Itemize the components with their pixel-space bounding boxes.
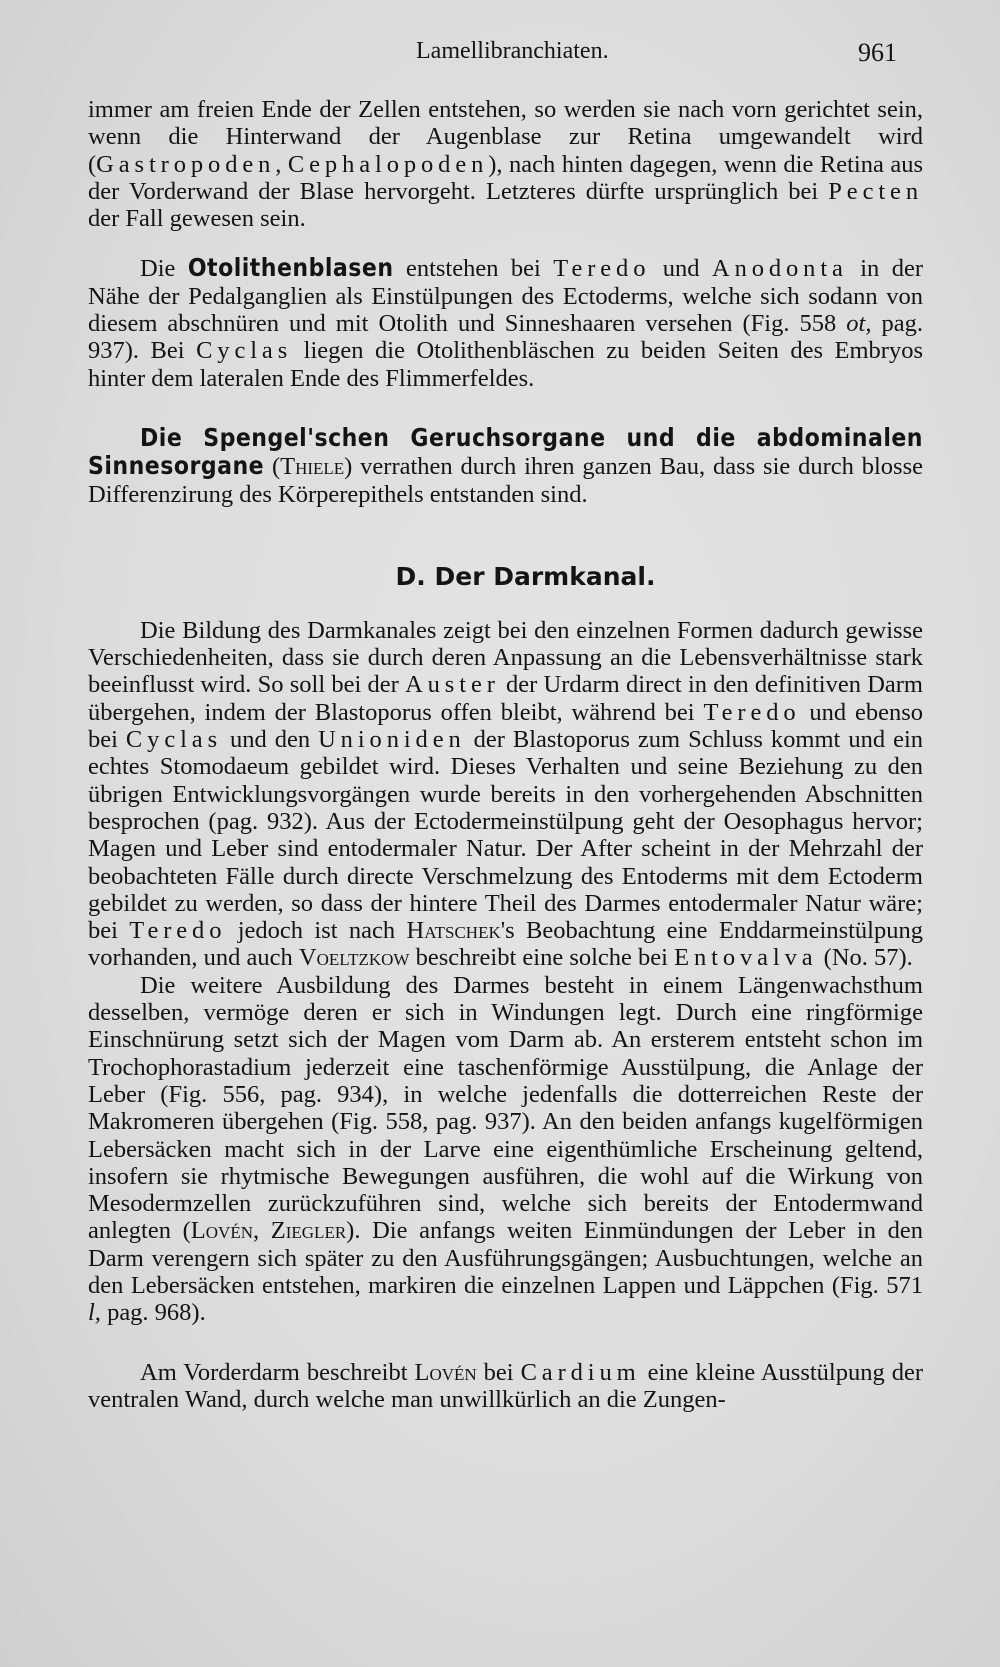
section-heading: D. Der Darmkanal. — [395, 561, 656, 591]
page-number: 961 — [858, 38, 897, 67]
running-title: Lamellibranchiaten. — [416, 38, 609, 64]
paragraph-vorderdarm: Am Vorderdarm beschreibt Lovén bei Cardium eine kleine Ausstülpung der ventralen Wand, durch welche man unwillkürlich an die Zungen- — [88, 1358, 923, 1413]
paragraph-geruchsorgane: Die Spengel'schen Geruchsorgane und die abdominalen Sinnesorgane (Thiele) verrathen durch ihren ganzen Bau, dass sie durch blosse Differenzirung des Körperepithels entstanden sind. — [88, 422, 923, 508]
paragraph-eye-retina: immer am freien Ende der Zellen entstehen, so werden sie nach vorn gerichtet sein, wenn die Hinterwand der Augenblase zur Retina umgewandelt wird (Gastropoden, Cephalopoden), nach hinten dagegen, wenn die Retina aus der Vorderwand der Blase hervorgeht. Letzteres dürfte ursprünglich bei Pecten der Fall gewesen sein. — [88, 96, 924, 233]
body-text — [88, 96, 923, 1413]
paragraph-darmkanal-bildung: Die Bildung des Darmkanales zeigt bei den einzelnen Formen dadurch gewisse Verschiedenheiten, dass sie durch deren Anpassung an die Lebensverhältnisse stark beeinflusst wird. So soll bei der Auster der Urdarm direct in den definitiven Darm übergehen, indem der Blastoporus offen bleibt, während bei Teredo und ebenso bei Cyclas und den Unioniden der Blastoporus zum Schluss kommt und ein echtes Stomodaeum gebildet wird. Dieses Verhalten und seine Beziehung zu den übrigen Entwicklungsvorgängen wurde bereits in den vorhergehenden Abschnitten besprochen (pag. 932). Aus der Ectodermeinstülpung geht der Oesophagus hervor; Magen und Leber sind entodermaler Natur. Der After scheint in der Mehrzahl der beobachteten Fälle durch directe Verschmelzung des Entoderms mit dem Ectoderm gebildet zu werden, so dass der hintere Theil des Darmes entodermaler Natur wäre; bei Teredo jedoch ist nach Hatschek's Beobachtung eine Enddarmeinstülpung vorhanden, und auch Voeltzkow beschreibt eine solche bei Entovalva (No. 57). — [88, 616, 924, 972]
running-head — [0, 38, 1000, 78]
paragraph-darm-ausbildung: Die weitere Ausbildung des Darmes besteht in einem Längenwachsthum desselben, vermöge deren er sich in Windungen legt. Durch eine ringförmige Einschnürung setzt sich der Magen vom Darm ab. An ersterem entsteht schon im Trochophorastadium jederzeit eine taschenförmige Ausstülpung, die Anlage der Leber (Fig. 556, pag. 934), in welche jedenfalls die dotterreichen Reste der Makromeren übergehen (Fig. 558, pag. 937). An den beiden anfangs kugelförmigen Lebersäcken macht sich in der Larve eine eigenthümliche Erscheinung geltend, insofern sie rhytmische Bewegungen ausführen, die wohl auf die Wirkung von Mesodermzellen zurückzuführen sind, welche sich bereits der Entodermwand anlegten (Lovén, Ziegler). Die anfangs weiten Einmündungen der Leber in den Darm verengern sich später zu den Ausführungsgängen; Ausbuchtungen, welche an den Lebersäcken entstehen, markiren die einzelnen Lappen und Läppchen (Fig. 571 l, pag. 968). — [88, 971, 924, 1327]
paragraph-otolithenblasen: Die Otolithenblasen entstehen bei Teredo und Anodonta in der Nähe der Pedalganglien als Einstülpungen des Ectoderms, welche sich sodann von diesem abschnüren und mit Otolith und Sinneshaaren versehen (Fig. 558 ot, pag. 937). Bei Cyclas liegen die Otolithenbläschen zu beiden Seiten des Embryos hinter dem lateralen Ende des Flimmerfeldes. — [88, 253, 924, 392]
